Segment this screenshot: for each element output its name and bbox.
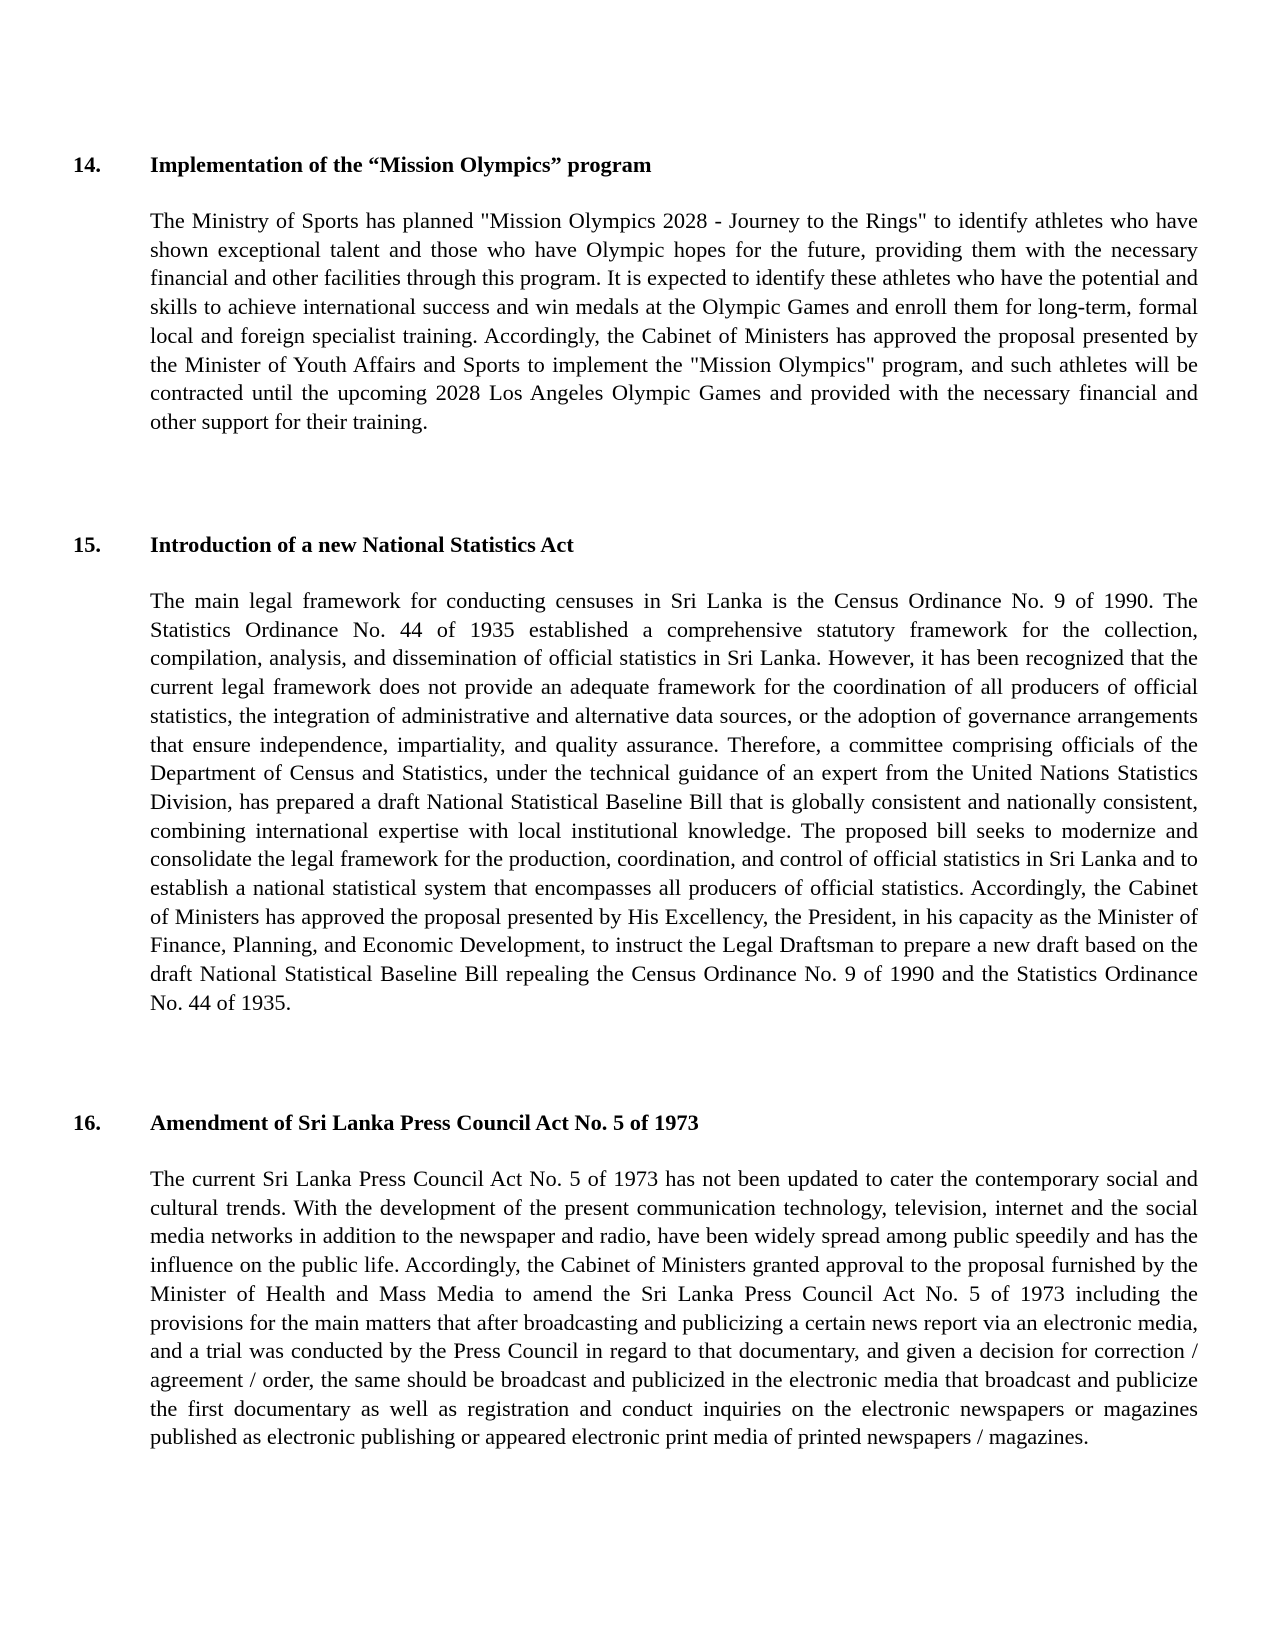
- section-body: The Ministry of Sports has planned "Mission Olympics 2028 - Journey to the Rings" to identify athletes who have shown exceptional talent and those who have Olympic hopes for the future, providing them with the necessary financial and other facilities through this program. It is expected to identify these athletes who have the potential and skills to achieve international success and win medals at the Olympic Games and enroll them for long-term, formal local and foreign specialist training. Accordingly, the Cabinet of Ministers has approved the proposal presented by the Minister of Youth Affairs and Sports to implement the "Mission Olympics" program, and such athletes will be contracted until the upcoming 2028 Los Angeles Olympic Games and provided with the necessary financial and other support for their training.: [150, 208, 1198, 434]
- section-title: Introduction of a new National Statistics Act: [150, 532, 574, 557]
- section-title: Implementation of the “Mission Olympics” program: [150, 152, 652, 177]
- section-15: [73, 530, 1198, 1018]
- section-title: Amendment of Sri Lanka Press Council Act No. 5 of 1973: [150, 1110, 699, 1135]
- section-number: 15.: [73, 532, 101, 557]
- section-16: [73, 1108, 1198, 1452]
- section-heading: [73, 150, 1198, 180]
- section-14: [73, 150, 1198, 437]
- section-heading: [73, 1108, 1198, 1138]
- section-heading: [73, 530, 1198, 560]
- section-number: 14.: [73, 152, 101, 177]
- section-body: The current Sri Lanka Press Council Act No. 5 of 1973 has not been updated to cater the contemporary social and cultural trends. With the development of the present communication technology, television, internet and the social media networks in addition to the newspaper and radio, have been widely spread among public speedily and has the influence on the public life. Accordingly, the Cabinet of Ministers granted approval to the proposal furnished by the Minister of Health and Mass Media to amend the Sri Lanka Press Council Act No. 5 of 1973 including the provisions for the main matters that after broadcasting and publicizing a certain news report via an electronic media, and a trial was conducted by the Press Council in regard to that documentary, and given a decision for correction / agreement / order, the same should be broadcast and publicized in the electronic media that broadcast and publicize the first documentary as well as registration and conduct inquiries on the electronic newspapers or magazines published as electronic publishing or appeared electronic print media of printed newspapers / magazines.: [150, 1166, 1198, 1450]
- section-number: 16.: [73, 1110, 101, 1135]
- section-body: The main legal framework for conducting censuses in Sri Lanka is the Census Ordinance No. 9 of 1990. The Statistics Ordinance No. 44 of 1935 established a comprehensive statutory framework for the collection, compilation, analysis, and dissemination of official statistics in Sri Lanka. However, it has been recognized that the current legal framework does not provide an adequate framework for the coordination of all producers of official statistics, the integration of administrative and alternative data sources, or the adoption of governance arrangements that ensure independence, impartiality, and quality assurance. Therefore, a committee comprising officials of the Department of Census and Statistics, under the technical guidance of an expert from the United Nations Statistics Division, has prepared a draft National Statistical Baseline Bill that is globally consistent and nationally consistent, combining international expertise with local institutional knowledge. The proposed bill seeks to modernize and consolidate the legal framework for the production, coordination, and control of official statistics in Sri Lanka and to establish a national statistical system that encompasses all producers of official statistics. Accordingly, the Cabinet of Ministers has approved the proposal presented by His Excellency, the President, in his capacity as the Minister of Finance, Planning, and Economic Development, to instruct the Legal Draftsman to prepare a new draft based on the draft National Statistical Baseline Bill repealing the Census Ordinance No. 9 of 1990 and the Statistics Ordinance No. 44 of 1935.: [150, 588, 1198, 1015]
